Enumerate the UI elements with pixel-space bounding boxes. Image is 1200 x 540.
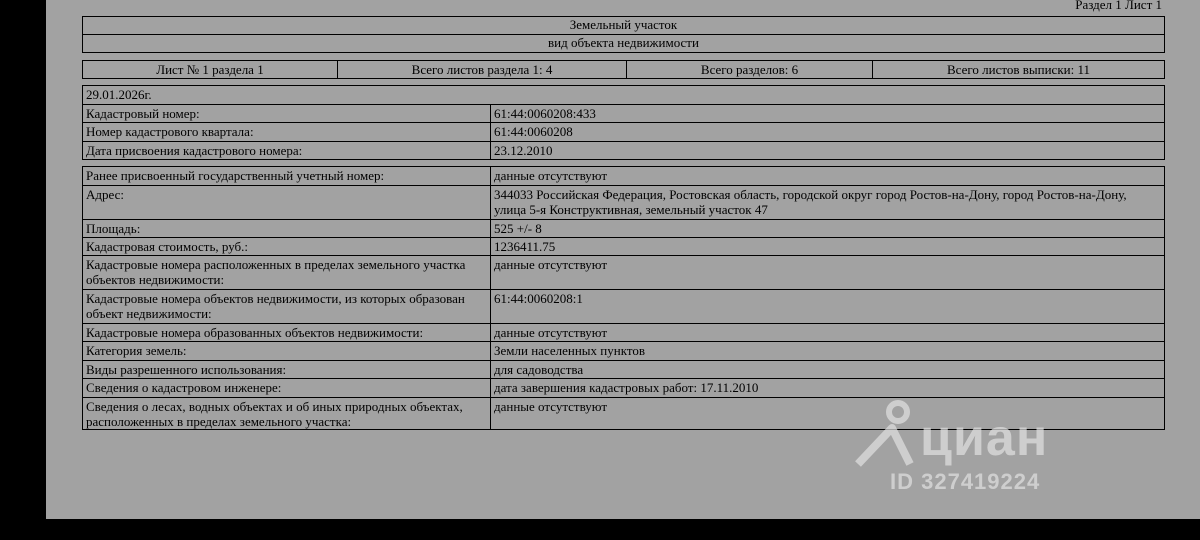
extract-date: 29.01.2026г.	[86, 87, 152, 102]
date-row	[83, 86, 1164, 105]
sections-total: Всего разделов: 6	[627, 61, 873, 78]
watermark-id: ID 327419224	[890, 469, 1041, 494]
table-row	[83, 142, 1164, 161]
table-row	[83, 186, 1164, 220]
row-value: данные отсутствуют	[494, 256, 608, 272]
row-label: Кадастровая стоимость, руб.:	[83, 238, 491, 255]
row-label: Адрес:	[83, 186, 491, 219]
row-label: Кадастровые номера образованных объектов недвижимости:	[83, 324, 491, 342]
row-label: Дата присвоения кадастрового номера:	[83, 142, 491, 161]
table-row	[83, 256, 1164, 290]
row-value: Земли населенных пунктов	[494, 343, 645, 358]
header-title: Земельный участок	[569, 17, 678, 32]
row-value: данные отсутствуют	[494, 324, 608, 340]
header-title-row	[83, 17, 1164, 35]
row-label: Ранее присвоенный государственный учетный номер:	[83, 167, 491, 185]
section-sheets-total: Всего листов раздела 1: 4	[338, 61, 627, 78]
cian-watermark	[852, 398, 1092, 498]
row-value: данные отсутствуют	[494, 398, 608, 414]
row-label: Категория земель:	[83, 342, 491, 360]
row-value: 61:44:0060208	[494, 124, 573, 139]
row-label: Виды разрешенного использования:	[83, 361, 491, 379]
row-value: для садоводства	[494, 361, 584, 377]
row-label: Кадастровые номера расположенных в пределах земельного участка объектов недвижимости:	[83, 256, 491, 289]
cian-logo-icon	[852, 398, 922, 470]
row-value: данные отсутствуют	[494, 168, 608, 183]
row-label: Площадь:	[83, 220, 491, 237]
header-subtitle-row	[83, 35, 1164, 51]
table-row	[83, 342, 1164, 361]
row-value: 344033 Российская Федерация, Ростовская область, городской округ город Ростов-на-Дону, город Ростов-на-Дону, улица 5-я Конструктивная, земельный участок 47	[494, 186, 1127, 217]
object-type-header	[82, 16, 1165, 53]
document-page	[46, 0, 1200, 519]
watermark-brand: циан	[920, 409, 1049, 467]
row-value: 525 +/- 8	[494, 220, 542, 236]
row-value: 61:44:0060208:1	[494, 290, 583, 306]
section-sheet-label: Раздел 1 Лист 1	[1075, 0, 1162, 12]
row-label: Кадастровый номер:	[83, 105, 491, 123]
table-row	[83, 324, 1164, 343]
row-label: Кадастровые номера объектов недвижимости, из которых образован объект недвижимости:	[83, 290, 491, 323]
sheet-info-row	[82, 60, 1165, 79]
sheet-number: Лист № 1 раздела 1	[83, 61, 338, 78]
header-subtitle: вид объекта недвижимости	[548, 35, 699, 50]
row-label: Сведения о кадастровом инженере:	[83, 379, 491, 397]
table-row	[83, 220, 1164, 238]
extract-sheets-total: Всего листов выписки: 11	[947, 62, 1090, 77]
row-label: Сведения о лесах, водных объектах и об иных природных объектах, расположенных в пределах земельного участка:	[83, 398, 491, 430]
table-row	[83, 361, 1164, 380]
table-row	[83, 290, 1164, 324]
table-row	[83, 105, 1164, 124]
property-details-table	[82, 166, 1165, 430]
table-row	[83, 167, 1164, 186]
row-value: 1236411.75	[494, 238, 556, 254]
table-row	[83, 123, 1164, 142]
row-label: Номер кадастрового квартала:	[83, 123, 491, 141]
table-row	[83, 379, 1164, 398]
cadastral-info-table	[82, 85, 1165, 160]
row-value: дата завершения кадастровых работ: 17.11.2010	[494, 380, 759, 395]
row-value: 23.12.2010	[494, 142, 553, 158]
table-row	[83, 238, 1164, 256]
row-value: 61:44:0060208:433	[494, 105, 596, 121]
